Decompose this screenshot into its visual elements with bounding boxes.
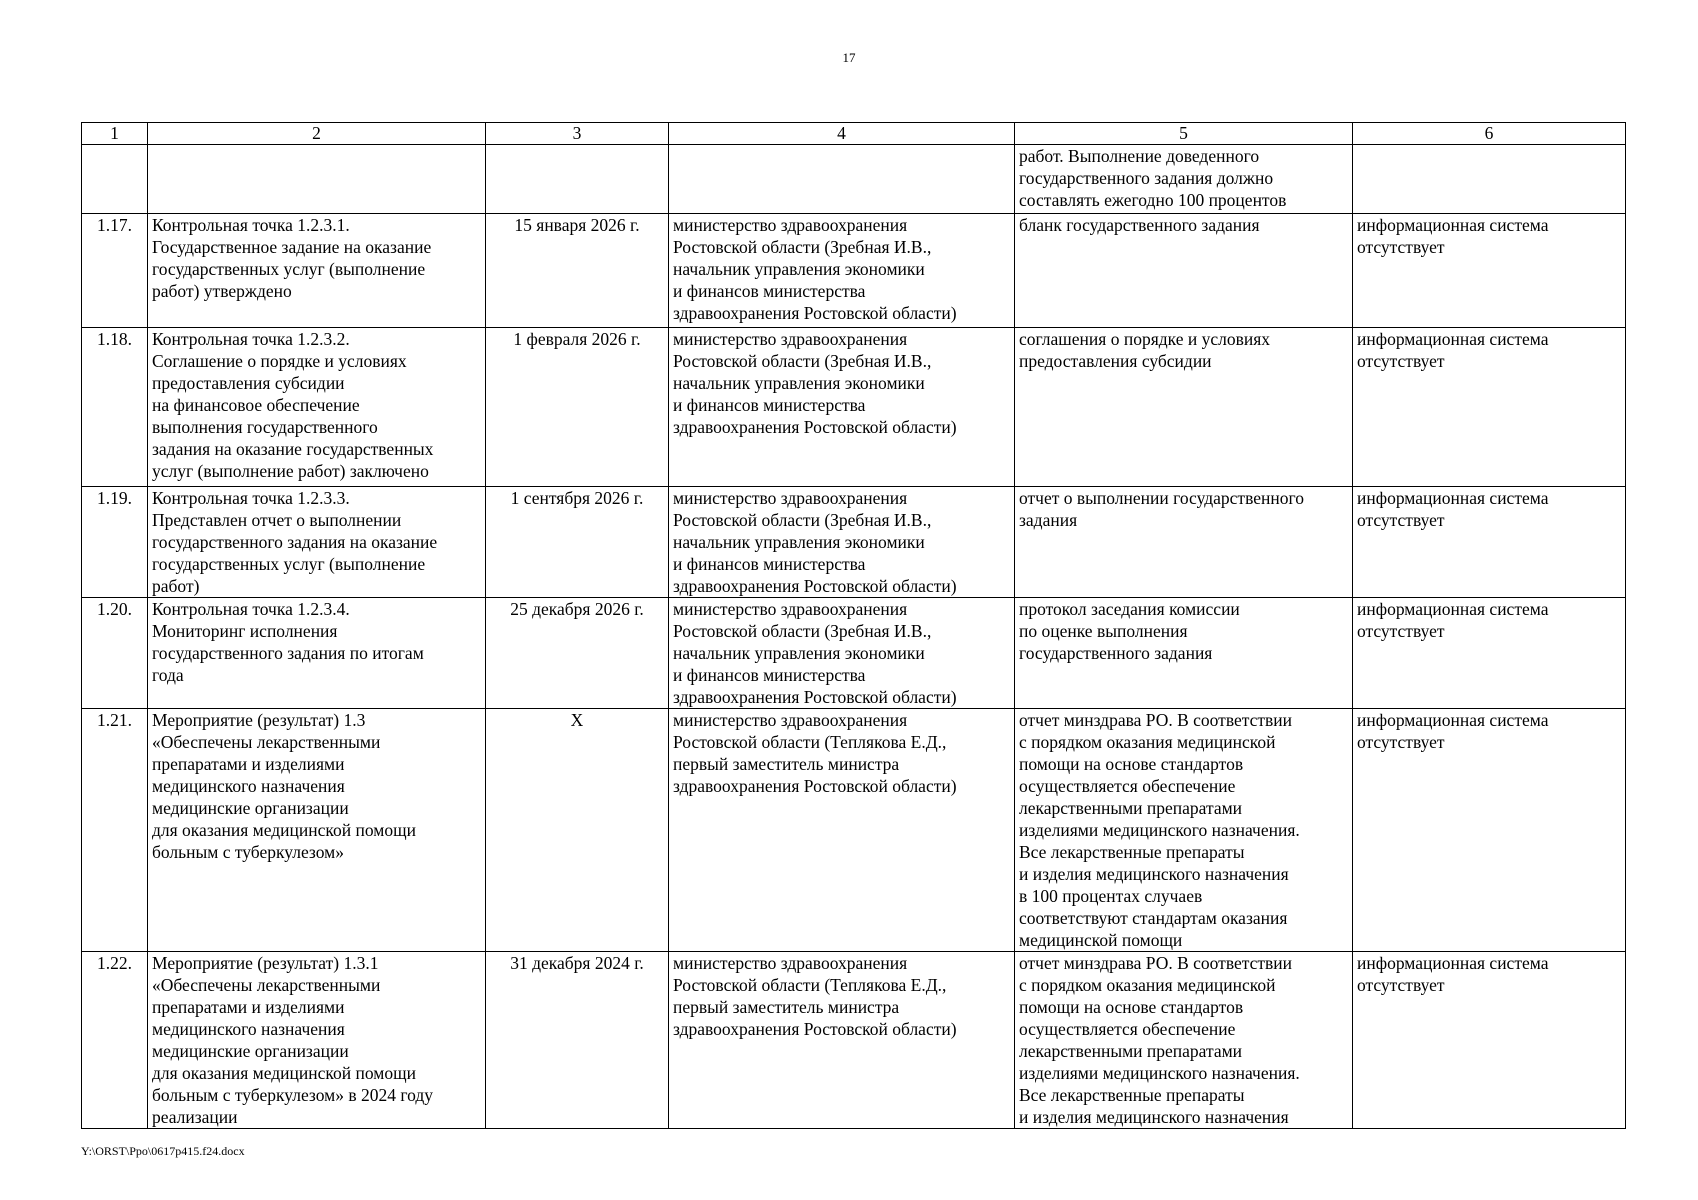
row-system: информационная система отсутствует	[1353, 487, 1626, 598]
column-header: 6	[1353, 123, 1626, 145]
row-name: Контрольная точка 1.2.3.1. Государственное задание на оказание государственных услуг (выполнение работ) утверждено	[148, 214, 486, 328]
row-document: отчет минздрава РО. В соответствии с порядком оказания медицинской помощи на основе стандартов осуществляется обеспечение лекарственными препаратами изделиями медицинского назначения. Все лекарственные препараты и изделия медицинского назначения в 100 процентах случаев соответствуют стандартам оказания медицинской помощи	[1015, 709, 1353, 952]
row-number	[82, 145, 148, 214]
row-date: 31 декабря 2024 г.	[486, 952, 669, 1129]
row-system: информационная система отсутствует	[1353, 598, 1626, 709]
table-row	[82, 328, 1626, 487]
plan-table	[81, 122, 1626, 1129]
row-responsible: министерство здравоохранения Ростовской области (Зребная И.В., начальник управления экономики и финансов министерства здравоохранения Ростовской области)	[669, 487, 1015, 598]
row-system	[1353, 145, 1626, 214]
row-responsible: министерство здравоохранения Ростовской области (Зребная И.В., начальник управления экономики и финансов министерства здравоохранения Ростовской области)	[669, 214, 1015, 328]
row-responsible: министерство здравоохранения Ростовской области (Теплякова Е.Д., первый заместитель министра здравоохранения Ростовской области)	[669, 709, 1015, 952]
row-responsible: министерство здравоохранения Ростовской области (Зребная И.В., начальник управления экономики и финансов министерства здравоохранения Ростовской области)	[669, 328, 1015, 487]
row-system: информационная система отсутствует	[1353, 214, 1626, 328]
row-system: информационная система отсутствует	[1353, 328, 1626, 487]
table-row	[82, 709, 1626, 952]
row-date: 25 декабря 2026 г.	[486, 598, 669, 709]
row-system: информационная система отсутствует	[1353, 952, 1626, 1129]
row-document: отчет минздрава РО. В соответствии с порядком оказания медицинской помощи на основе стандартов осуществляется обеспечение лекарственными препаратами изделиями медицинского назначения. Все лекарственные препараты и изделия медицинского назначения	[1015, 952, 1353, 1129]
header-row	[82, 123, 1626, 145]
row-responsible	[669, 145, 1015, 214]
table-row	[82, 952, 1626, 1129]
row-system: информационная система отсутствует	[1353, 709, 1626, 952]
row-responsible: министерство здравоохранения Ростовской области (Зребная И.В., начальник управления экономики и финансов министерства здравоохранения Ростовской области)	[669, 598, 1015, 709]
column-header: 3	[486, 123, 669, 145]
row-number: 1.18.	[82, 328, 148, 487]
row-name: Контрольная точка 1.2.3.4. Мониторинг исполнения государственного задания по итогам года	[148, 598, 486, 709]
row-date	[486, 145, 669, 214]
column-header: 2	[148, 123, 486, 145]
row-name: Мероприятие (результат) 1.3.1 «Обеспечены лекарственными препаратами и изделиями медицинского назначения медицинские организации для оказания медицинской помощи больным с туберкулезом» в 2024 году реализации	[148, 952, 486, 1129]
row-document: работ. Выполнение доведенного государственного задания должно составлять ежегодно 100 процентов	[1015, 145, 1353, 214]
row-document: протокол заседания комиссии по оценке выполнения государственного задания	[1015, 598, 1353, 709]
row-name: Мероприятие (результат) 1.3 «Обеспечены лекарственными препаратами и изделиями медицинского назначения медицинские организации для оказания медицинской помощи больным с туберкулезом»	[148, 709, 486, 952]
row-number: 1.22.	[82, 952, 148, 1129]
row-name: Контрольная точка 1.2.3.2. Соглашение о порядке и условиях предоставления субсидии на финансовое обеспечение выполнения государственного задания на оказание государственных услуг (выполнение работ) заключено	[148, 328, 486, 487]
column-header: 5	[1015, 123, 1353, 145]
row-name: Контрольная точка 1.2.3.3. Представлен отчет о выполнении государственного задания на оказание государственных услуг (выполнение работ)	[148, 487, 486, 598]
row-document: соглашения о порядке и условиях предоставления субсидии	[1015, 328, 1353, 487]
column-header: 4	[669, 123, 1015, 145]
row-date: 1 сентября 2026 г.	[486, 487, 669, 598]
table-row	[82, 145, 1626, 214]
column-header: 1	[82, 123, 148, 145]
table-row	[82, 487, 1626, 598]
row-responsible: министерство здравоохранения Ростовской области (Теплякова Е.Д., первый заместитель министра здравоохранения Ростовской области)	[669, 952, 1015, 1129]
row-number: 1.17.	[82, 214, 148, 328]
row-number: 1.20.	[82, 598, 148, 709]
row-document: отчет о выполнении государственного задания	[1015, 487, 1353, 598]
file-path-footer: Y:\ORST\Ppo\0617p415.f24.docx	[81, 1144, 245, 1158]
row-name	[148, 145, 486, 214]
row-number: 1.21.	[82, 709, 148, 952]
table-row	[82, 598, 1626, 709]
table-row	[82, 214, 1626, 328]
row-date: 1 февраля 2026 г.	[486, 328, 669, 487]
page-number: 17	[842, 50, 856, 65]
row-date: X	[486, 709, 669, 952]
row-number: 1.19.	[82, 487, 148, 598]
row-document: бланк государственного задания	[1015, 214, 1353, 328]
row-date: 15 января 2026 г.	[486, 214, 669, 328]
